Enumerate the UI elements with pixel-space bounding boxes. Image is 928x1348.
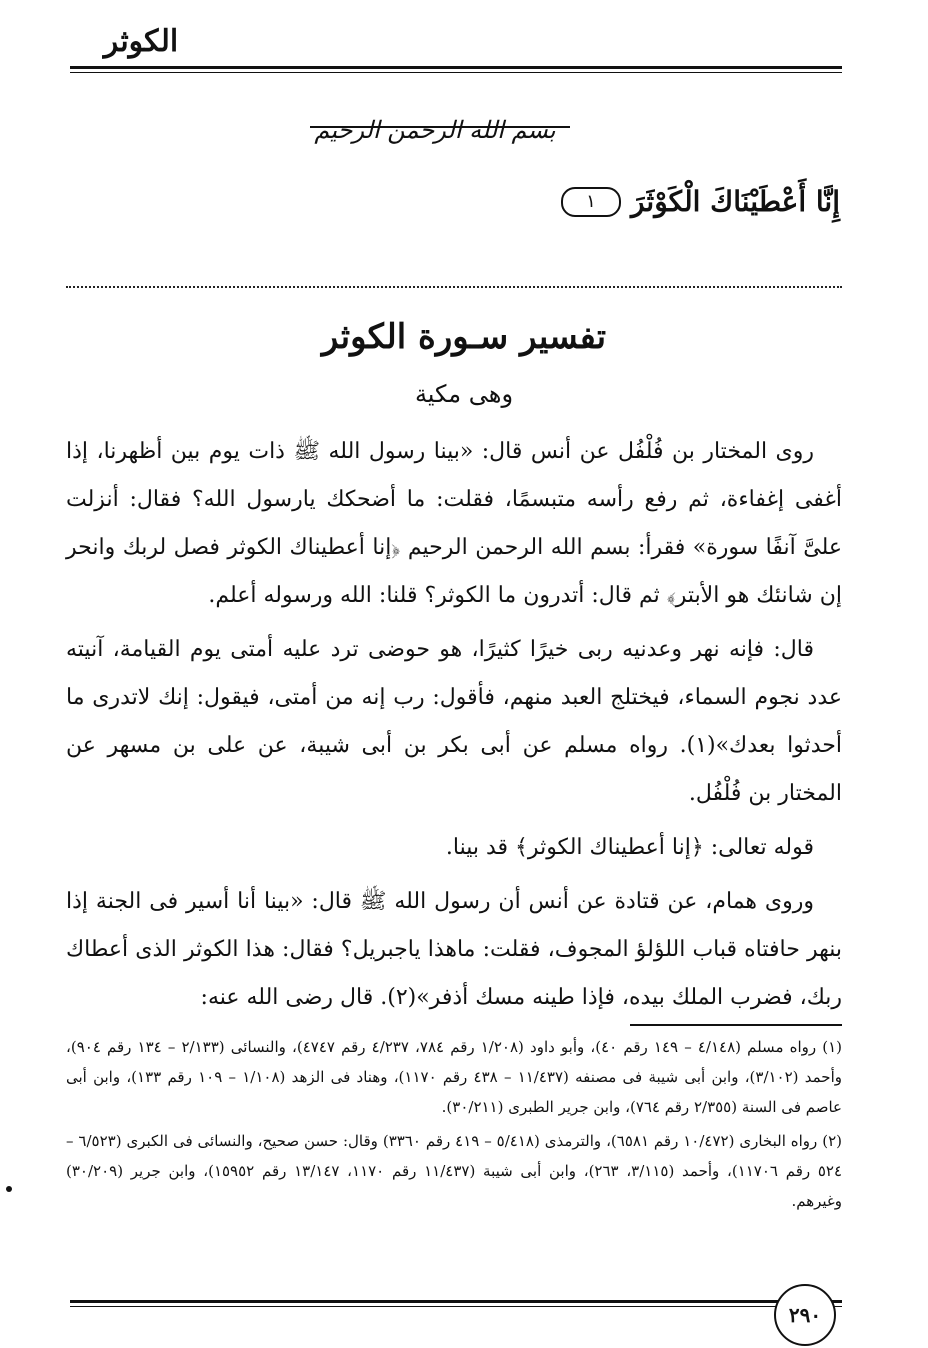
page-number-badge [774,1284,836,1346]
paragraph-3: قوله تعالى: ﴿إنا أعطيناك الكوثر﴾ قد بينا. [445,835,814,860]
footnote-2: (٢) رواه البخارى (١٠/٤٧٢ رقم ٦٥٨١)، والترمذى (٥/٤١٨ – ٤١٩ رقم ٣٣٦٠) وقال: حسن صحيح، والنسائى فى الكبرى (٦/٥٢٣ – ٥٢٤ رقم ١١٧٠٦)، وأحمد (٣/١١٥، ٢٦٣)، وابن أبى شيبة (١١/٤٣٧ رقم ١١٧٠، ١٣/١٤٧ رقم ١٥٩٥٢)، وابن جرير (٣٠/٢٠٩) وغيرهم. [66,1132,843,1210]
scan-mark [6,1186,12,1192]
header-rule-thick [70,66,842,69]
running-header-title: الكوثر [103,24,179,59]
quran-verse [561,180,840,224]
dotted-separator [66,286,842,288]
body-text [66,428,842,1022]
verse-number-marker [561,187,621,217]
footer-rule-thick [70,1300,842,1303]
basmala-calligraphy: بسم الله الرحمن الرحيم [314,116,556,144]
footer-rule-thin [70,1306,842,1307]
section-title: تفسير سـورة الكوثر [321,317,607,357]
verse-text: إِنَّا أَعْطَيْنَاكَ الْكَوْثَرَ [630,185,840,218]
paragraph-1: روى المختار بن فُلْفُل عن أنس قال: «بينا رسول الله ﷺ ذات يوم بين أظهرنا، إذا أغفى إغفاءة، ثم رفع رأسه متبسمًا، فقلت: ما أضحكك يارسول الله؟ فقال: أنزلت علىَّ آنفًا سورة» فقرأ: بسم الله الرحمن الرحيم ﴿إنا أعطيناك الكوثر فصل لربك وانحر إن شانئك هو الأبتر﴾ ثم قال: أتدرون ما الكوثر؟ قلنا: الله ورسوله أعلم. [66,439,842,608]
footnotes [66,1032,842,1220]
paragraph-4: وروى همام، عن قتادة عن أنس أن رسول الله ﷺ قال: «بينا أنا أسير فى الجنة إذا بنهر حافتاه قباب اللؤلؤ المجوف، فقلت: ماهذا ياجبريل؟ فقال: هذا الكوثر الذى أعطاك ربك، فضرب الملك بيده، فإذا طينه مسك أذفر»(٢). قال رضى الله عنه: [66,889,842,1010]
header-rule-thin [70,72,842,73]
page-number: ٢٩٠ [788,1303,822,1327]
verse-number: ١ [586,191,596,212]
footnote-1: (١) رواه مسلم (٤/١٤٨ – ١٤٩ رقم ٤٠)، وأبو داود (١/٢٠٨ رقم ٧٨٤، ٤/٢٣٧ رقم ٤٧٤٧)، والنسائى (٢/١٣٣ – ١٣٤ رقم ٩٠٤)، وأحمد (٣/١٠٢)، وابن أبى شيبة فى مصنفه (١١/٤٣٧ – ٤٣٨ رقم ١١٧٠)، وهناد فى الزهد (١/١٠٨ – ١٠٩ رقم ١٣٣)، وابن أبى عاصم فى السنة (٢/٣٥٥ رقم ٧٦٤)، وابن جرير الطبرى (٣٠/٢١١). [66,1038,843,1116]
footnote-separator [630,1024,842,1026]
section-subtitle: وهى مكية [414,380,514,408]
paragraph-2: قال: فإنه نهر وعدنيه ربى خيرًا كثيرًا، هو حوضى ترد عليه أمتى يوم القيامة، آنيته عدد نجوم السماء، فيختلج العبد منهم، فأقول: رب إنه من أمتى، فيقول: إنك لاتدرى ما أحدثوا بعدك»(١). رواه مسلم عن أبى بكر بن أبى شيبة، عن على بن مسهر عن المختار بن فُلْفُل. [66,637,842,806]
